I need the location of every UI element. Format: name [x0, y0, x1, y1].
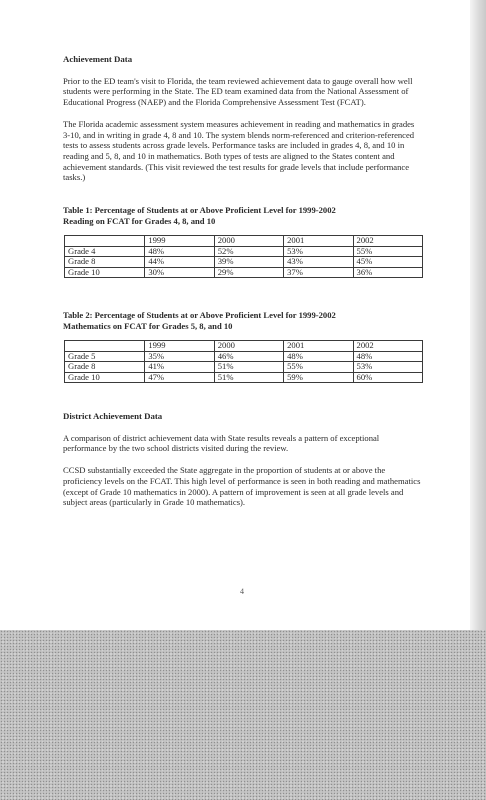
table-header-cell: 2000	[214, 341, 283, 352]
table-row	[65, 267, 423, 278]
table-cell: 53%	[353, 362, 422, 373]
table-header-row	[65, 236, 423, 247]
table-header-cell: 2001	[284, 341, 353, 352]
table-cell: 36%	[353, 267, 422, 278]
table-header-cell: 2000	[214, 236, 283, 247]
table-row	[65, 246, 423, 257]
table1-caption	[63, 205, 423, 226]
table-row	[65, 257, 423, 268]
table-cell: 46%	[214, 351, 283, 362]
table-cell: 48%	[353, 351, 422, 362]
table-row-label: Grade 10	[65, 267, 145, 278]
table-row	[65, 362, 423, 373]
table-header-cell	[65, 341, 145, 352]
district-paragraph-2: CCSD substantially exceeded the State aggregate in the proportion of students at or above the proficiency levels on the FCAT. This high level of performance is seen in both reading and mathematics (except of Grade 10 mathematics in 2000). A pattern of improvement is seen at all grade levels and subject areas (particularly in Grade 10 mathematics).	[63, 465, 421, 508]
table-cell: 43%	[284, 257, 353, 268]
table-cell: 48%	[145, 246, 214, 257]
table-cell: 52%	[214, 246, 283, 257]
page-content	[63, 54, 423, 519]
table-cell: 53%	[284, 246, 353, 257]
assessment-paragraph: The Florida academic assessment system measures achievement in reading and mathematics in grades 3-10, and in writing in grade 4, 8 and 10. The system blends norm-referenced and criterion-referenced tests to assess students across grade levels. Performance tasks are included in grades 4, 8, and 10 in reading and 5, 8, and 10 in mathematics. Both types of tests are aligned to the States content and achievement standards. (This visit reviewed the test results for grade levels that include performance tasks.)	[63, 118, 415, 183]
section-title-achievement: Achievement Data	[63, 54, 133, 64]
table2-caption-line2: Mathematics on FCAT for Grades 5, 8, and 10	[63, 320, 233, 331]
table-cell: 55%	[284, 362, 353, 373]
table1-caption-line2: Reading on FCAT for Grades 4, 8, and 10	[63, 215, 216, 226]
table-header-cell: 1999	[145, 236, 214, 247]
table-header-cell: 2002	[353, 236, 422, 247]
table1-caption-line1: Table 1: Percentage of Students at or Above Proficient Level for 1999-2002	[63, 205, 336, 216]
table-row	[65, 351, 423, 362]
spacer	[63, 383, 423, 411]
table-cell: 35%	[145, 351, 214, 362]
district-paragraph-1: A comparison of district achievement data with State results reveals a pattern of exceptional performance by the two school districts visited during the review.	[63, 432, 380, 454]
table-cell: 47%	[145, 372, 214, 383]
table-cell: 48%	[284, 351, 353, 362]
table-row-label: Grade 10	[65, 372, 145, 383]
table-row-label: Grade 4	[65, 246, 145, 257]
intro-paragraph: Prior to the ED team's visit to Florida, the team reviewed achievement data to gauge overall how well students were performing in the State. The ED team examined data from the National Assessment of Educational Progress (NAEP) and the Florida Comprehensive Assessment Test (FCAT).	[63, 75, 413, 108]
table-cell: 41%	[145, 362, 214, 373]
table-cell: 45%	[353, 257, 422, 268]
reading-table	[64, 235, 423, 278]
section-title-district: District Achievement Data	[63, 411, 163, 422]
table-row-label: Grade 5	[65, 351, 145, 362]
table-row-label: Grade 8	[65, 362, 145, 373]
table-header-cell: 2001	[284, 236, 353, 247]
table-cell: 37%	[284, 267, 353, 278]
table-header-cell	[65, 236, 145, 247]
table-cell: 55%	[353, 246, 422, 257]
page-number: 4	[240, 587, 244, 596]
scan-edge	[470, 0, 486, 630]
table-cell: 30%	[145, 267, 214, 278]
scan-background	[0, 630, 486, 800]
table2-caption-line1: Table 2: Percentage of Students at or Above Proficient Level for 1999-2002	[63, 310, 336, 321]
table-row-label: Grade 8	[65, 257, 145, 268]
spacer	[63, 278, 423, 310]
table2-caption	[63, 310, 423, 331]
table-cell: 44%	[145, 257, 214, 268]
table-row	[65, 372, 423, 383]
table-cell: 39%	[214, 257, 283, 268]
table-cell: 60%	[353, 372, 422, 383]
table-cell: 51%	[214, 372, 283, 383]
table-cell: 59%	[284, 372, 353, 383]
table-header-cell: 1999	[145, 341, 214, 352]
table-cell: 29%	[214, 267, 283, 278]
mathematics-table	[64, 340, 423, 383]
table-header-row	[65, 341, 423, 352]
table-cell: 51%	[214, 362, 283, 373]
table-header-cell: 2002	[353, 341, 422, 352]
